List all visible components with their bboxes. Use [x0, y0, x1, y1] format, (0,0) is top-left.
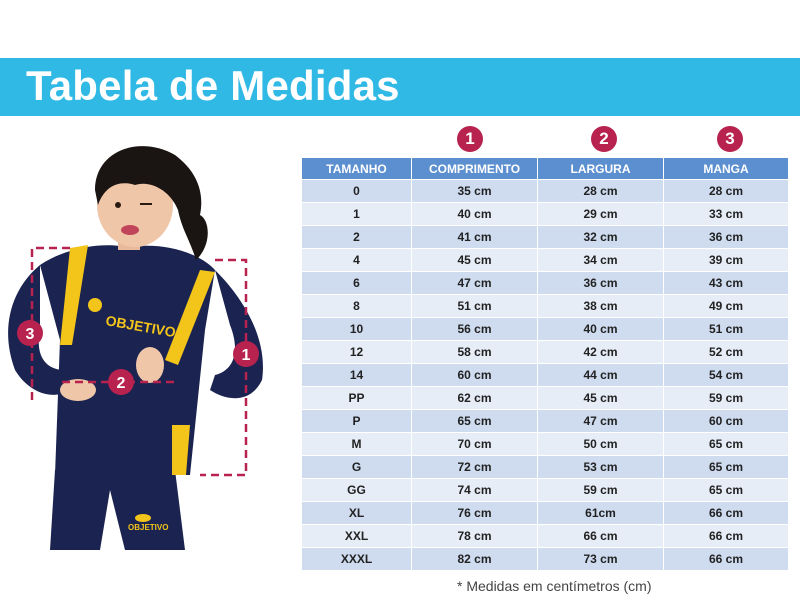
column-marker-3: 3 [717, 126, 743, 152]
cell-sleeve: 54 cm [664, 363, 788, 386]
cell-size: 10 [302, 317, 412, 340]
cell-size: P [302, 409, 412, 432]
column-header-width: LARGURA [538, 158, 664, 179]
model-illustration [0, 130, 290, 560]
pants-logo-icon [135, 514, 151, 522]
column-header-size: TAMANHO [302, 158, 412, 179]
cell-size: XXL [302, 524, 412, 547]
cell-sleeve: 60 cm [664, 409, 788, 432]
cell-width: 45 cm [538, 386, 664, 409]
cell-size: 4 [302, 248, 412, 271]
cell-length: 56 cm [412, 317, 538, 340]
cell-length: 70 cm [412, 432, 538, 455]
cell-width: 47 cm [538, 409, 664, 432]
table-row [302, 317, 788, 340]
cell-sleeve: 51 cm [664, 317, 788, 340]
table-row [302, 363, 788, 386]
cell-length: 82 cm [412, 547, 538, 570]
cell-size: PP [302, 386, 412, 409]
cell-sleeve: 49 cm [664, 294, 788, 317]
cell-length: 35 cm [412, 179, 538, 202]
size-table [302, 158, 788, 570]
marker-width-icon [108, 369, 134, 395]
cell-length: 62 cm [412, 386, 538, 409]
column-header-length: COMPRIMENTO [412, 158, 538, 179]
table-header-row [302, 158, 788, 179]
cell-sleeve: 36 cm [664, 225, 788, 248]
cell-length: 40 cm [412, 202, 538, 225]
cell-length: 72 cm [412, 455, 538, 478]
cell-width: 59 cm [538, 478, 664, 501]
svg-text:2: 2 [116, 375, 126, 392]
table-row [302, 455, 788, 478]
right-hand [136, 347, 164, 383]
cell-length: 76 cm [412, 501, 538, 524]
table-row [302, 271, 788, 294]
table-row [302, 432, 788, 455]
title-banner [0, 58, 800, 116]
shirt-brand-text: OBJETIVO [104, 312, 177, 341]
table-row [302, 547, 788, 570]
cell-size: 1 [302, 202, 412, 225]
cell-sleeve: 66 cm [664, 524, 788, 547]
cell-length: 74 cm [412, 478, 538, 501]
column-marker-2: 2 [591, 126, 617, 152]
cell-size: G [302, 455, 412, 478]
cell-width: 42 cm [538, 340, 664, 363]
svg-text:1: 1 [241, 347, 251, 364]
cell-length: 58 cm [412, 340, 538, 363]
cell-sleeve: 28 cm [664, 179, 788, 202]
table-row [302, 179, 788, 202]
marker-sleeve-icon [17, 320, 43, 346]
table-row [302, 225, 788, 248]
cell-sleeve: 65 cm [664, 432, 788, 455]
page-title: Tabela de Medidas [26, 62, 400, 109]
footnote: * Medidas em centímetros (cm) [457, 578, 652, 594]
cell-sleeve: 39 cm [664, 248, 788, 271]
table-row [302, 202, 788, 225]
cell-width: 50 cm [538, 432, 664, 455]
cell-size: XL [302, 501, 412, 524]
cell-width: 44 cm [538, 363, 664, 386]
cell-width: 34 cm [538, 248, 664, 271]
table-row [302, 340, 788, 363]
cell-size: 6 [302, 271, 412, 294]
column-marker-1: 1 [457, 126, 483, 152]
table-row [302, 501, 788, 524]
table-row [302, 409, 788, 432]
pants [50, 470, 185, 550]
cell-sleeve: 66 cm [664, 547, 788, 570]
cell-sleeve: 65 cm [664, 478, 788, 501]
cell-width: 73 cm [538, 547, 664, 570]
cell-length: 51 cm [412, 294, 538, 317]
table-row [302, 386, 788, 409]
cell-length: 65 cm [412, 409, 538, 432]
svg-text:3: 3 [25, 326, 35, 343]
cell-sleeve: 59 cm [664, 386, 788, 409]
cell-width: 29 cm [538, 202, 664, 225]
cell-width: 36 cm [538, 271, 664, 294]
cell-sleeve: 52 cm [664, 340, 788, 363]
marker-length-icon [233, 341, 259, 367]
cell-sleeve: 65 cm [664, 455, 788, 478]
table-body [302, 179, 788, 570]
cell-size: XXXL [302, 547, 412, 570]
cell-size: GG [302, 478, 412, 501]
cell-size: 0 [302, 179, 412, 202]
cell-width: 32 cm [538, 225, 664, 248]
cell-width: 53 cm [538, 455, 664, 478]
cell-size: 12 [302, 340, 412, 363]
table-row [302, 294, 788, 317]
mouth [121, 225, 139, 235]
table-row [302, 478, 788, 501]
cell-length: 41 cm [412, 225, 538, 248]
shirt-logo-icon [88, 298, 102, 312]
cell-sleeve: 66 cm [664, 501, 788, 524]
cell-size: 8 [302, 294, 412, 317]
cell-length: 78 cm [412, 524, 538, 547]
cell-length: 60 cm [412, 363, 538, 386]
cell-sleeve: 43 cm [664, 271, 788, 294]
cell-sleeve: 33 cm [664, 202, 788, 225]
cell-length: 45 cm [412, 248, 538, 271]
pants-brand-text: OBJETIVO [128, 523, 169, 532]
eye-left [115, 202, 121, 208]
cell-width: 66 cm [538, 524, 664, 547]
right-arm [210, 270, 263, 398]
cell-width: 40 cm [538, 317, 664, 340]
cell-width: 61cm [538, 501, 664, 524]
cell-length: 47 cm [412, 271, 538, 294]
table-row [302, 524, 788, 547]
column-header-sleeve: MANGA [664, 158, 788, 179]
cell-size: 14 [302, 363, 412, 386]
cell-size: 2 [302, 225, 412, 248]
cell-size: M [302, 432, 412, 455]
cell-width: 28 cm [538, 179, 664, 202]
table-row [302, 248, 788, 271]
cell-width: 38 cm [538, 294, 664, 317]
